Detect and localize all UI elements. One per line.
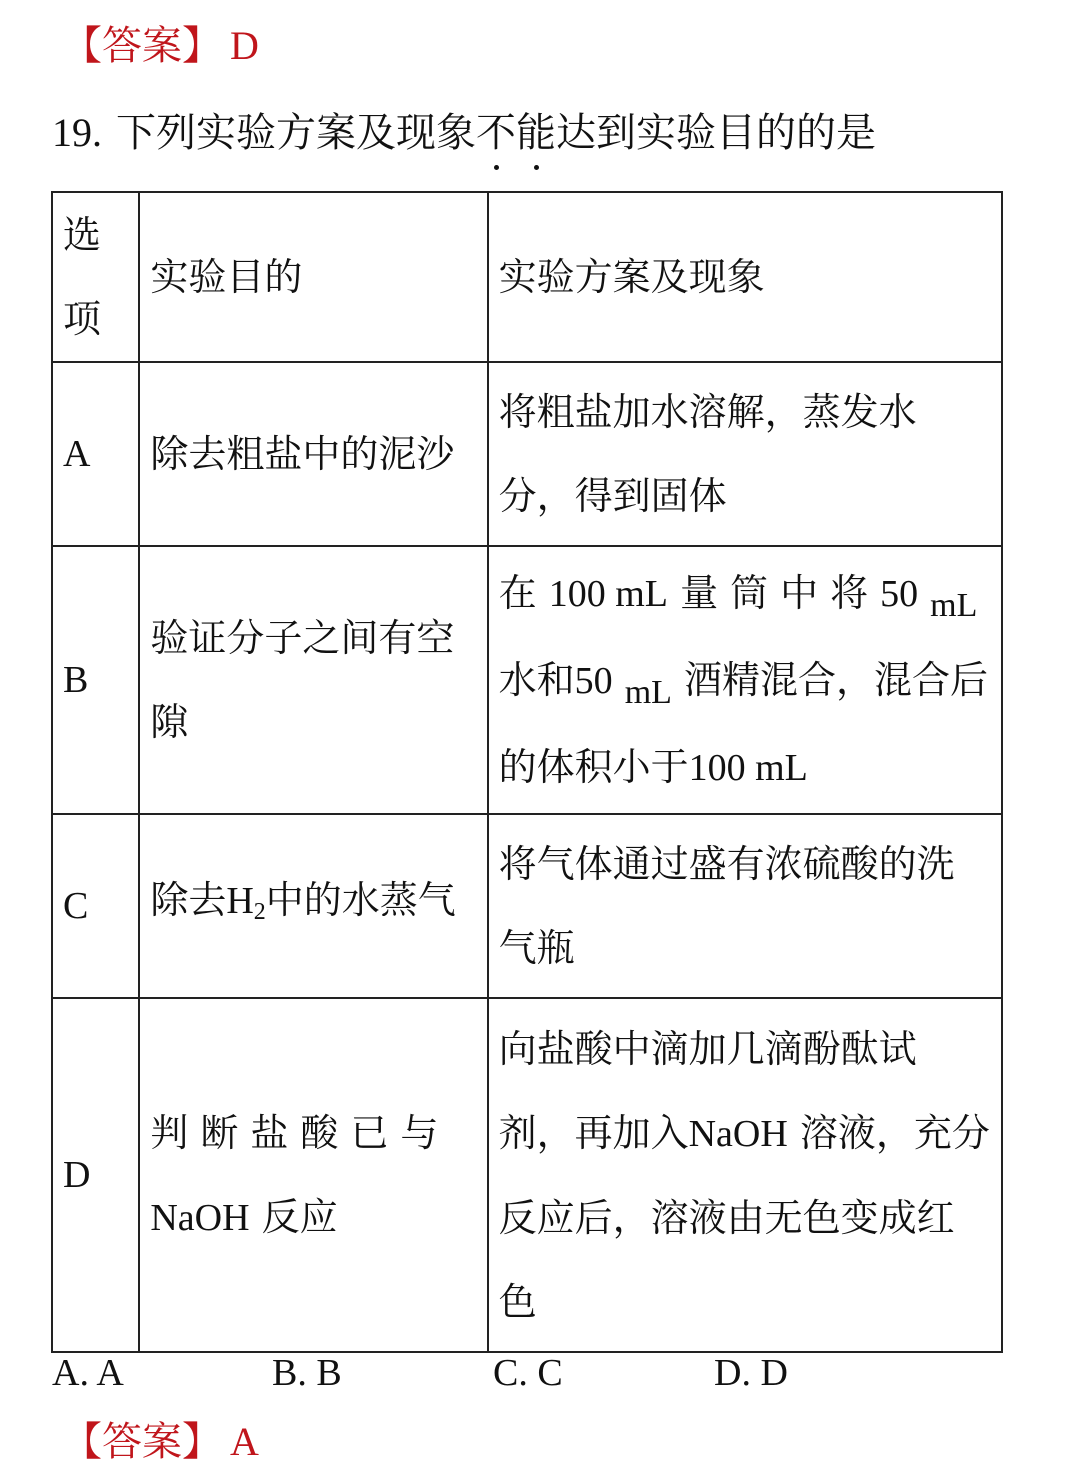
row-purpose — [139, 998, 487, 1352]
row-purpose — [139, 814, 487, 998]
answer-tag: 【答案】 — [62, 1419, 222, 1465]
answer-value: D — [230, 23, 259, 68]
purpose-text: 判断盐酸已与 — [150, 1110, 451, 1155]
volume-value: 100 mL — [548, 572, 668, 615]
method-text: 酒精混合，混合后的体积小于 — [498, 657, 989, 789]
question-stem — [52, 108, 876, 158]
formula-symbol: H — [226, 880, 254, 922]
method-text: 溶液，充分反应后，溶液由无色变成红色 — [498, 1110, 990, 1324]
volume-unit: mL — [930, 586, 978, 624]
question-text-after: 达到实验目的的是 — [556, 110, 876, 156]
question-number: 19. — [52, 110, 102, 155]
question-emphasis-1: 不 — [476, 110, 516, 156]
header-method: 实验方案及现象 — [488, 192, 1002, 362]
purpose-text: 反应 — [261, 1194, 338, 1239]
experiment-table — [51, 191, 1003, 1353]
row-option: B — [52, 546, 139, 814]
header-option: 选项 — [52, 192, 139, 362]
choice-b[interactable]: B. B — [272, 1352, 342, 1394]
table-row — [52, 998, 1002, 1352]
table-row — [52, 814, 1002, 998]
method-text: 水和 — [498, 657, 575, 702]
volume-value: 100 mL — [688, 746, 808, 789]
formula-text: NaOH — [150, 1196, 250, 1239]
method-text: 在 — [498, 570, 537, 615]
method-text: 量筒中将 — [680, 570, 881, 615]
choice-c[interactable]: C. C — [493, 1352, 563, 1394]
row-option: D — [52, 998, 139, 1352]
row-purpose: 除去粗盐中的泥沙 — [139, 362, 487, 546]
question-emphasis-2: 能 — [516, 110, 556, 156]
choice-a[interactable]: A. A — [52, 1352, 124, 1394]
previous-answer — [62, 22, 259, 70]
header-purpose: 实验目的 — [139, 192, 487, 362]
answer-value: A — [230, 1419, 259, 1464]
row-option: A — [52, 362, 139, 546]
row-method: 将粗盐加水溶解，蒸发水分，得到固体 — [488, 362, 1002, 546]
method-text: 向盐酸中滴加几滴酚酞试剂，再加入 — [498, 1026, 917, 1155]
row-method — [488, 546, 1002, 814]
purpose-text: 中的水蒸气 — [265, 878, 456, 922]
formula-subscript: 2 — [253, 899, 266, 925]
formula-text: NaOH — [688, 1112, 788, 1155]
answer-tag: 【答案】 — [62, 23, 222, 69]
table-row — [52, 362, 1002, 546]
volume-number: 50 — [574, 659, 613, 702]
volume-number: 50 — [880, 572, 919, 615]
row-method: 将气体通过盛有浓硫酸的洗气瓶 — [488, 814, 1002, 998]
answer — [62, 1418, 259, 1466]
question-text-before: 下列实验方案及现象 — [116, 110, 476, 156]
row-option: C — [52, 814, 139, 998]
purpose-text: 除去 — [150, 878, 227, 922]
table-header-row — [52, 192, 1002, 362]
volume-unit: mL — [624, 673, 672, 711]
choice-d[interactable]: D. D — [714, 1352, 788, 1394]
row-purpose: 验证分子之间有空隙 — [139, 546, 487, 814]
table-row — [52, 546, 1002, 814]
row-method — [488, 998, 1002, 1352]
